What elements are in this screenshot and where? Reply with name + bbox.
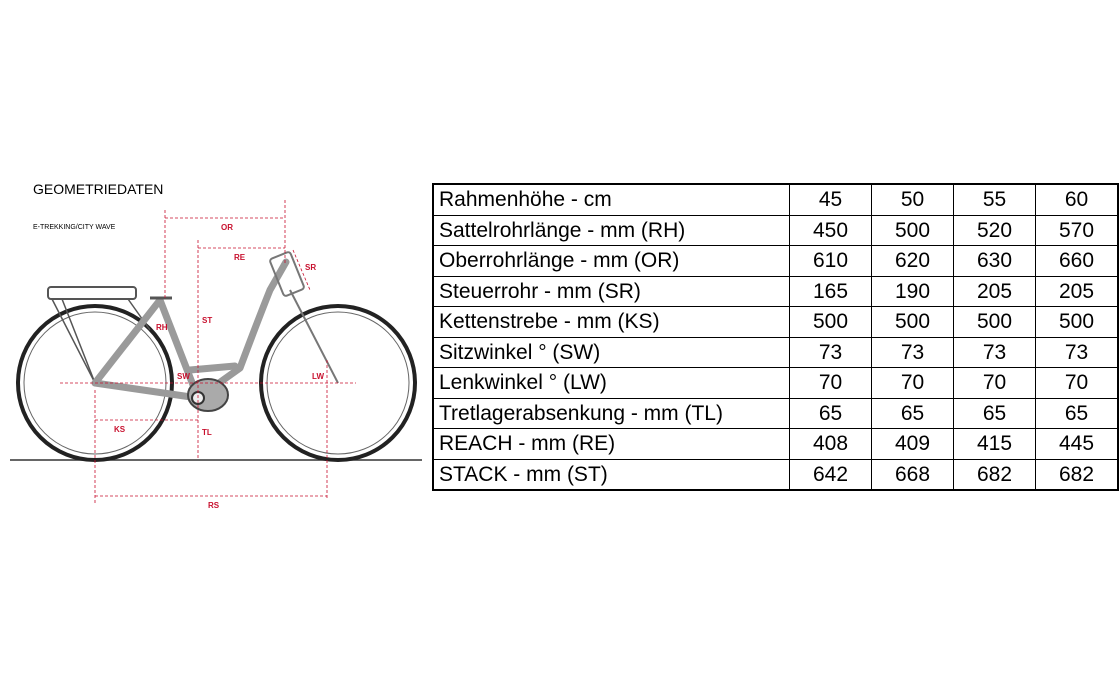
table-cell: 409 [872,429,954,460]
table-cell: 660 [1036,246,1119,277]
label-sw: SW [177,372,190,381]
table-cell: 570 [1036,215,1119,246]
geometry-table-body [433,184,1118,490]
table-cell: 205 [1036,276,1119,307]
row-label: Steuerrohr - mm (SR) [433,276,790,307]
bike-geometry-svg [0,170,430,520]
table-cell: 642 [790,459,872,490]
table-cell: 70 [872,368,954,399]
table-row [433,337,1118,368]
diagram-title: GEOMETRIEDATEN [33,181,164,197]
geometry-diagram [0,170,430,520]
table-cell: 630 [954,246,1036,277]
table-cell: 520 [954,215,1036,246]
table-cell: 682 [954,459,1036,490]
label-rh: RH [156,323,168,332]
table-cell: 65 [872,398,954,429]
geometry-table [432,183,1119,491]
table-cell: 55 [954,184,1036,215]
table-cell: 682 [1036,459,1119,490]
head-tube [269,251,304,296]
table-cell: 610 [790,246,872,277]
row-label: Lenkwinkel ° (LW) [433,368,790,399]
row-label: Kettenstrebe - mm (KS) [433,307,790,338]
row-label: Oberrohrlänge - mm (OR) [433,246,790,277]
table-cell: 500 [1036,307,1119,338]
label-ks: KS [114,425,126,434]
table-row [433,276,1118,307]
table-cell: 408 [790,429,872,460]
label-re: RE [234,253,246,262]
table-row [433,368,1118,399]
table-cell: 668 [872,459,954,490]
table-cell: 415 [954,429,1036,460]
bike-frame [95,262,286,398]
row-label: Tretlagerabsenkung - mm (TL) [433,398,790,429]
table-cell: 500 [872,215,954,246]
motor [188,379,228,411]
table-cell: 70 [1036,368,1119,399]
table-cell: 73 [872,337,954,368]
table-cell: 65 [954,398,1036,429]
table-cell: 500 [954,307,1036,338]
table-cell: 70 [954,368,1036,399]
table-cell: 450 [790,215,872,246]
table-cell: 500 [872,307,954,338]
table-cell: 190 [872,276,954,307]
table-cell: 73 [790,337,872,368]
table-row [433,184,1118,215]
table-cell: 45 [790,184,872,215]
table-cell: 165 [790,276,872,307]
table-row [433,307,1118,338]
label-rs: RS [208,501,220,510]
fork [290,290,338,383]
label-st: ST [202,316,213,325]
table-row [433,246,1118,277]
table-cell: 70 [790,368,872,399]
diagram-subtitle: E-TREKKING/CITY WAVE [33,224,116,231]
table-row [433,429,1118,460]
table-row [433,398,1118,429]
table-cell: 500 [790,307,872,338]
row-label: Sitzwinkel ° (SW) [433,337,790,368]
label-sr: SR [305,263,317,272]
label-tl: TL [202,428,212,437]
table-cell: 73 [1036,337,1119,368]
table-row [433,459,1118,490]
label-lw: LW [312,372,324,381]
row-label: REACH - mm (RE) [433,429,790,460]
table-cell: 445 [1036,429,1119,460]
table-cell: 65 [1036,398,1119,429]
label-or: OR [221,223,233,232]
row-label: STACK - mm (ST) [433,459,790,490]
table-cell: 205 [954,276,1036,307]
row-label: Sattelrohrlänge - mm (RH) [433,215,790,246]
table-cell: 65 [790,398,872,429]
table-cell: 50 [872,184,954,215]
table-cell: 73 [954,337,1036,368]
row-label: Rahmenhöhe - cm [433,184,790,215]
table-cell: 60 [1036,184,1119,215]
table-row [433,215,1118,246]
table-cell: 620 [872,246,954,277]
